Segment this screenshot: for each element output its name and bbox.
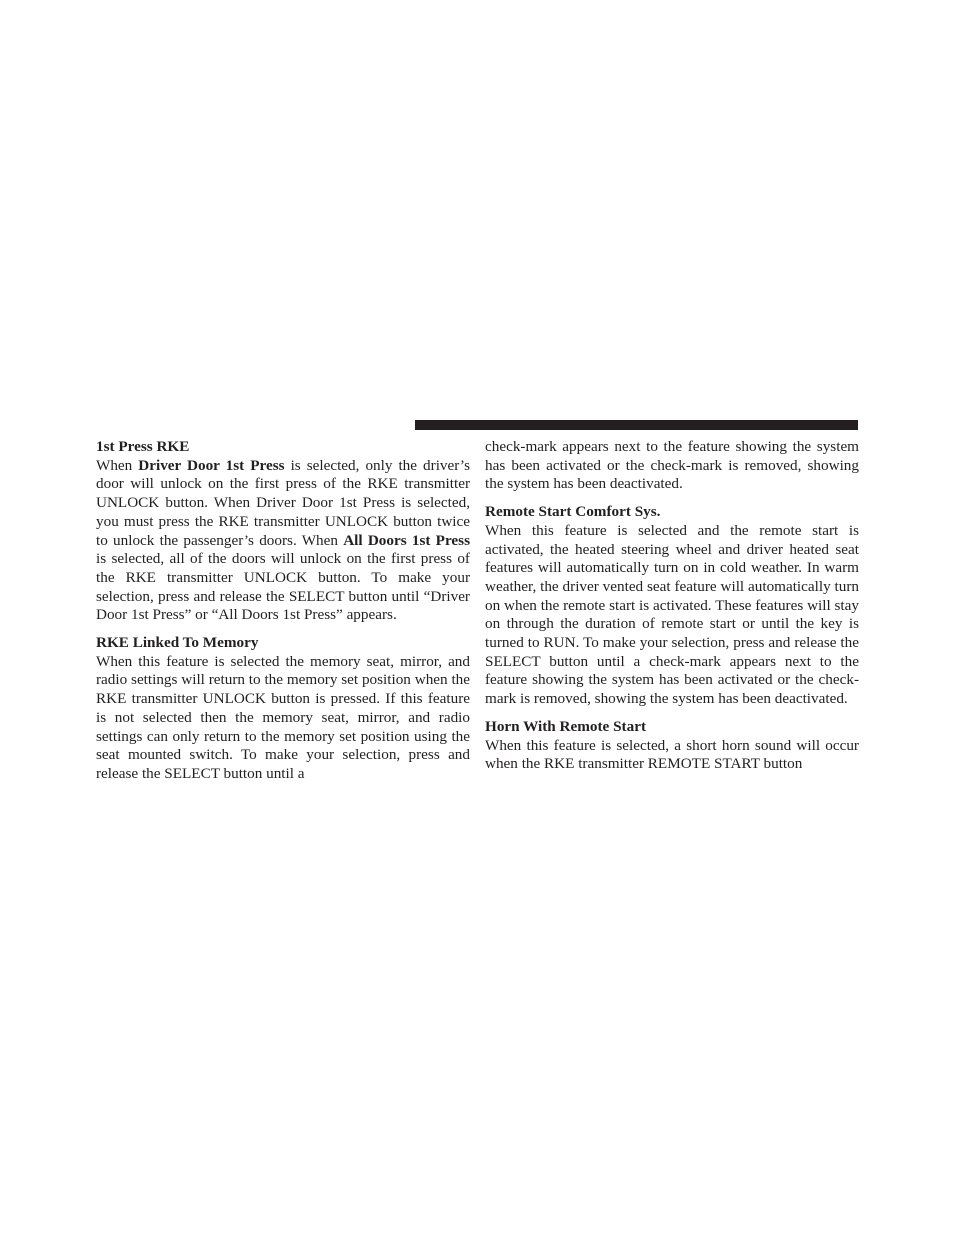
right-column — [485, 438, 859, 774]
section-remote-start-comfort — [485, 503, 859, 709]
section-body — [96, 457, 470, 625]
section-heading: Remote Start Comfort Sys. — [485, 503, 661, 521]
section-heading: RKE Linked To Memory — [96, 634, 259, 652]
body-text: When — [96, 456, 139, 474]
section-1st-press-rke — [96, 438, 470, 625]
section-body: When this feature is selected the memory seat, mirror, and radio settings will return to the memory set position when the RKE transmitter UNLOCK button is pressed. If this feature is not selected then the memory seat, mirror, and radio settings can only return to the memory set position using the seat mounted switch. To make your selection, press and release the SELECT button until a — [96, 652, 470, 782]
section-heading: Horn With Remote Start — [485, 717, 646, 735]
header-rule — [415, 420, 858, 430]
body-text: is selected, only the driver’s door will unlock on the first press of the RKE transmitter UNLOCK button. When Driver Door 1st Press is selected, you must press the RKE transmitter UNLOCK button twice to unlock the passenger’s doors. When — [96, 456, 470, 549]
section-body: When this feature is selected, a short horn sound will occur when the RKE transmitter REMOTE START button — [485, 736, 859, 773]
section-body: check-mark appears next to the feature showing the system has been activated or the check-mark is removed, showing the system has been deactivated. — [485, 438, 859, 493]
option-name: All Doors 1st Press — [343, 531, 470, 549]
section-horn-with-remote-start — [485, 718, 859, 774]
section-rke-linked-to-memory — [96, 634, 470, 784]
section-body: When this feature is selected and the remote start is activated, the heated steering wheel and driver heated seat features will automatically turn on in cold weather. In warm weather, the driver vented seat feature will automatically turn on when the remote start is activated. These features will stay on through the duration of remote start or until the key is turned to RUN. To make your selection, press and release the SELECT button until a check-mark appears next to the feature showing the system has been activated or the check-mark is removed, showing the system has been deactivated. — [485, 521, 859, 708]
section-heading: 1st Press RKE — [96, 438, 190, 455]
left-column — [96, 438, 470, 784]
option-name: Driver Door 1st Press — [138, 456, 285, 474]
section-continued — [485, 438, 859, 494]
body-text: is selected, all of the doors will unlock on the first press of the RKE transmitter UNLOCK button. To make your selection, press and release the SELECT button until “Driver Door 1st Press” or “All Doors 1st Press” appears. — [96, 550, 470, 624]
